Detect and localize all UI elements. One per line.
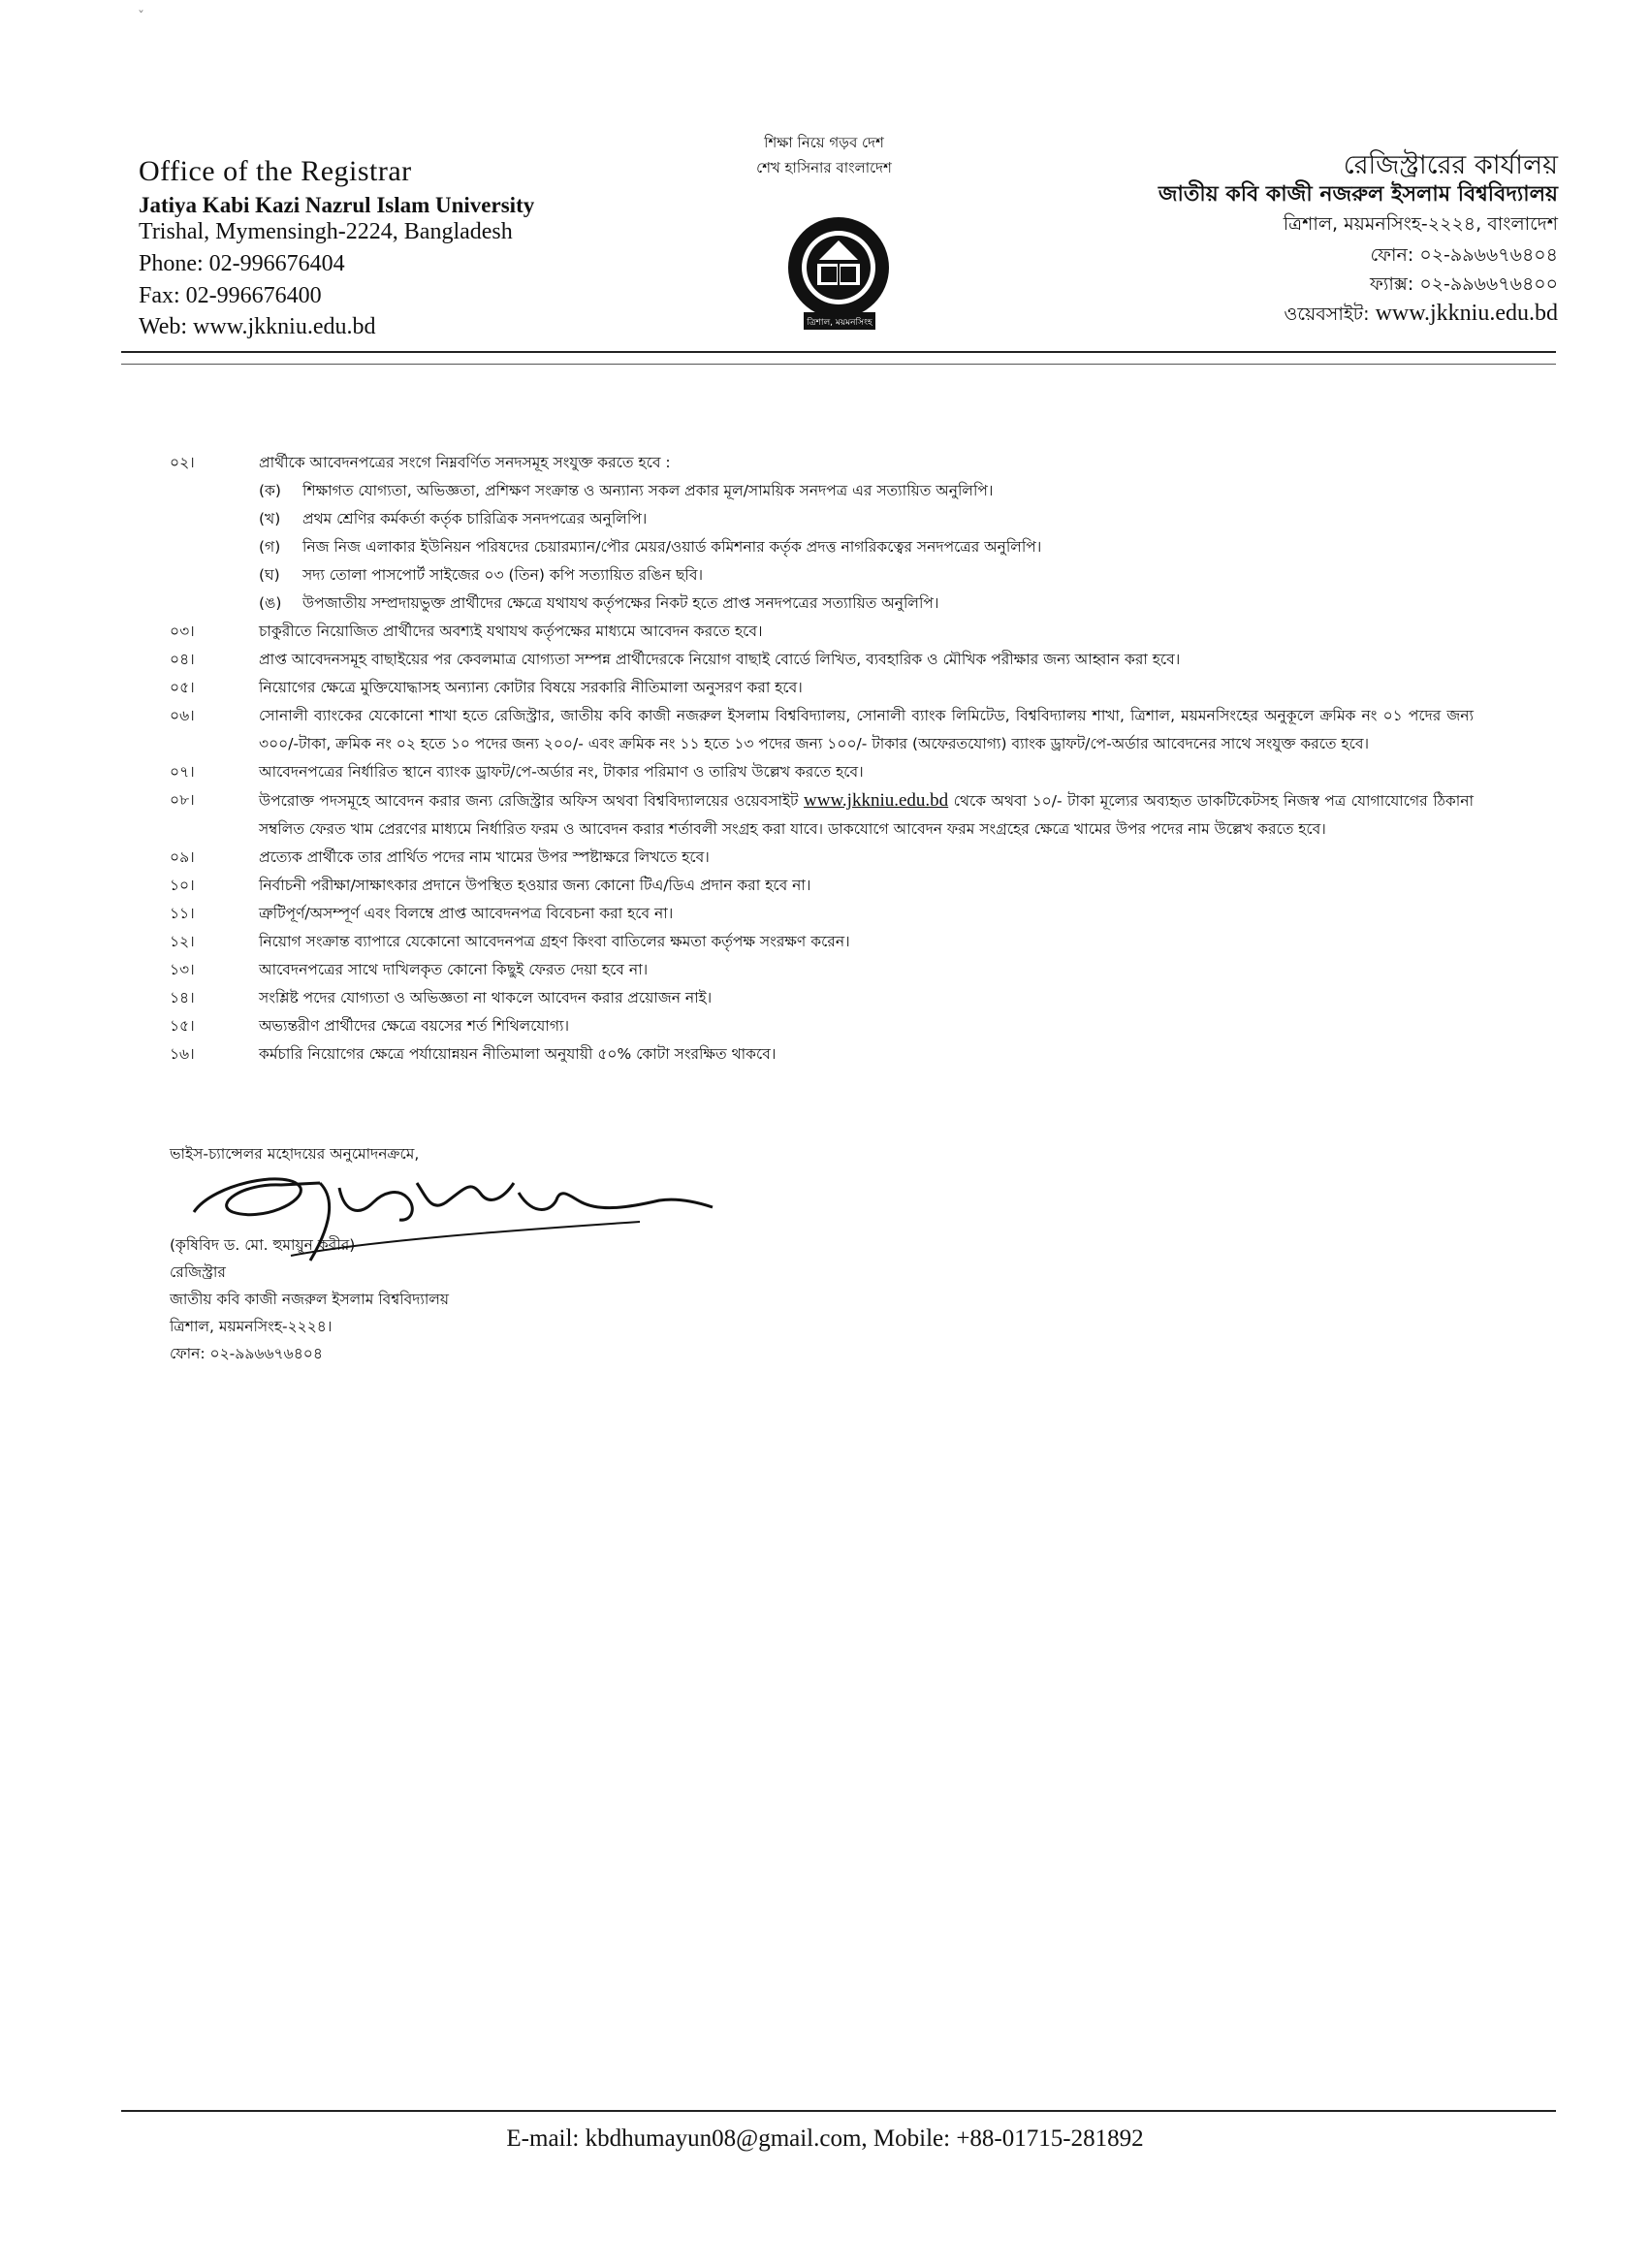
item-text: প্রাপ্ত আবেদনসমূহ বাছাইয়ের পর কেবলমাত্র যোগ্যতা সম্পন্ন প্রার্থীদেরকে নিয়োগ বাছাই বোর্ডে লিখিত, ব্যবহারিক ও মৌখিক পরীক্ষার জন্য আহ্বান করা হবে। bbox=[259, 651, 1181, 668]
phone-bn: ফোন: ০২-৯৯৬৬৭৬৪০৪ bbox=[1370, 244, 1558, 266]
item-text-part: থেকে অথবা ১০/- টাকা মূল্যের অব্যহৃত ডাকটিকেটসহ নিজস্ব পত্র যোগাযোগের ঠিকানা সম্বলিত ফেরত খাম প্রেরণের মাধ্যমে নির্ধারিত ফরম ও আবেদন করার শর্তাবলী সংগ্রহ করা যাবে। ডাকযোগে আবেদন ফরম সংগ্রহের ক্ষেত্রে খামের উপর পদের নাম উল্লেখ করতে হবে। bbox=[259, 792, 1474, 838]
item-number: ০৭। bbox=[170, 763, 195, 781]
item-text: ত্রুটিপূর্ণ/অসম্পূর্ণ এবং বিলম্বে প্রাপ্ত আবেদনপত্র বিবেচনা করা হবে না। bbox=[259, 905, 674, 922]
sub-item-number: (খ) bbox=[259, 510, 281, 527]
list-item bbox=[170, 900, 1474, 928]
sub-item-text: সদ্য তোলা পাসপোর্ট সাইজের ০৩ (তিন) কপি সত্যায়িত রঙিন ছবি। bbox=[302, 566, 704, 584]
list-item bbox=[170, 956, 1474, 984]
item-text: নির্বাচনী পরীক্ষা/সাক্ষাৎকার প্রদানে উপস্থিত হওয়ার জন্য কোনো টিএ/ডিএ প্রদান করা হবে না। bbox=[259, 877, 811, 894]
footer-divider bbox=[121, 2110, 1556, 2112]
address-en: Trishal, Mymensingh-2224, Bangladesh bbox=[139, 219, 513, 244]
sub-item-text: শিক্ষাগত যোগ্যতা, অভিজ্ঞতা, প্রশিক্ষণ সংক্রান্ত ও অন্যান্য সকল প্রকার মূল/সাময়িক সনদপত্র এর সত্যায়িত অনুলিপি। bbox=[302, 482, 994, 499]
item-text: চাকুরীতে নিয়োজিত প্রার্থীদের অবশ্যই যথাযথ কর্তৃপক্ষের মাধ্যমে আবেদন করতে হবে। bbox=[259, 623, 763, 640]
item-number: ০৯। bbox=[170, 848, 195, 866]
list-item bbox=[170, 646, 1474, 674]
item-text: নিয়োগ সংক্রান্ত ব্যাপারে যেকোনো আবেদনপত্র গ্রহণ কিংবা বাতিলের ক্ষমতা কর্তৃপক্ষ সংরক্ষণ করেন। bbox=[259, 933, 850, 950]
slogan-line-2: শেখ হাসিনার বাংলাদেশ bbox=[756, 159, 892, 176]
office-title-en: Office of the Registrar bbox=[139, 155, 412, 187]
slogan-line-1: শিক্ষা নিয়ে গড়ব দেশ bbox=[764, 134, 884, 151]
item-number: ০৩। bbox=[170, 623, 195, 640]
signatory-address: ত্রিশাল, ময়মনসিংহ-২২২৪। bbox=[170, 1318, 333, 1335]
item-text: প্রার্থীকে আবেদনপত্রের সংগে নিম্নবর্ণিত সনদসমূহ সংযুক্ত করতে হবে : bbox=[259, 454, 671, 471]
fax-en: Fax: 02-996676400 bbox=[139, 283, 322, 308]
fax-bn: ফ্যাক্স: ০২-৯৯৬৬৭৬৪০০ bbox=[1370, 273, 1558, 295]
item-number: ০৮। bbox=[170, 791, 195, 809]
item-text: আবেদনপত্রের নির্ধারিত স্থানে ব্যাংক ড্রাফট/পে-অর্ডার নং, টাকার পরিমাণ ও তারিখ উল্লেখ করতে হবে। bbox=[259, 763, 864, 781]
list-item bbox=[170, 449, 1474, 477]
list-item bbox=[170, 872, 1474, 900]
list-item bbox=[170, 674, 1474, 702]
web-bn bbox=[1284, 301, 1558, 332]
list-item bbox=[170, 618, 1474, 646]
item-number: ১১। bbox=[170, 905, 195, 922]
item-text-part: উপরোক্ত পদসমূহে আবেদন করার জন্য রেজিস্ট্রার অফিস অথবা বিশ্ববিদ্যালয়ের ওয়েবসাইট bbox=[259, 792, 804, 810]
conditions-list bbox=[170, 449, 1474, 1069]
item-number: ০৪। bbox=[170, 651, 195, 668]
signatory-designation: রেজিস্ট্রার bbox=[170, 1263, 226, 1281]
university-logo bbox=[778, 211, 904, 337]
university-name-en: Jatiya Kabi Kazi Nazrul Islam University bbox=[139, 193, 535, 217]
header-divider bbox=[121, 351, 1556, 353]
item-number: ০৫। bbox=[170, 679, 195, 696]
signatory-name: (কৃষিবিদ ড. মো. হুমায়ুন কবীর) bbox=[170, 1236, 356, 1254]
web-en: Web: www.jkkniu.edu.bd bbox=[139, 314, 376, 339]
signatory-phone: ফোন: ০২-৯৯৬৬৭৬৪০৪ bbox=[170, 1345, 323, 1362]
list-item bbox=[170, 758, 1474, 786]
item-text: সংশ্লিষ্ট পদের যোগ্যতা ও অভিজ্ঞতা না থাকলে আবেদন করার প্রয়োজন নাই। bbox=[259, 989, 713, 1006]
sub-item-number: (ঘ) bbox=[259, 566, 280, 584]
item-number: ১৫। bbox=[170, 1017, 195, 1035]
sub-item bbox=[170, 533, 1474, 561]
list-item bbox=[170, 984, 1474, 1012]
sub-item bbox=[170, 561, 1474, 590]
item-text: কর্মচারি নিয়োগের ক্ষেত্রে পর্যায়োন্নয়ন নীতিমালা অনুযায়ী ৫০% কোটা সংরক্ষিত থাকবে। bbox=[259, 1045, 777, 1063]
list-item bbox=[170, 844, 1474, 872]
sub-item-text: প্রথম শ্রেণির কর্মকর্তা কর্তৃক চারিত্রিক সনদপত্রের অনুলিপি। bbox=[302, 510, 648, 527]
address-bn: ত্রিশাল, ময়মনসিংহ-২২২৪, বাংলাদেশ bbox=[1283, 213, 1558, 235]
footer-contact: E-mail: kbdhumayun08@gmail.com, Mobile: +88-01715-281892 bbox=[506, 2125, 1144, 2152]
list-item bbox=[170, 702, 1474, 758]
university-name-bn: জাতীয় কবি কাজী নজরুল ইসলাম বিশ্ববিদ্যালয় bbox=[1158, 182, 1558, 207]
web-url-bn: www.jkkniu.edu.bd bbox=[1375, 301, 1558, 326]
item-number: ০২। bbox=[170, 454, 195, 471]
list-item bbox=[170, 928, 1474, 956]
item-number: ১৪। bbox=[170, 989, 195, 1006]
signatory-university: জাতীয় কবি কাজী নজরুল ইসলাম বিশ্ববিদ্যালয় bbox=[170, 1291, 450, 1308]
web-label-bn: ওয়েবসাইট: bbox=[1284, 303, 1370, 325]
sub-item bbox=[170, 590, 1474, 618]
university-seal-icon bbox=[778, 211, 904, 337]
header-divider-thin bbox=[121, 364, 1556, 365]
item-text: অভ্যন্তরীণ প্রার্থীদের ক্ষেত্রে বয়সের শর্ত শিথিলযোগ্য। bbox=[259, 1017, 570, 1035]
website-link[interactable]: www.jkkniu.edu.bd bbox=[804, 790, 949, 811]
phone-en: Phone: 02-996676404 bbox=[139, 251, 345, 276]
list-item bbox=[170, 1040, 1474, 1069]
sub-item-number: (ক) bbox=[259, 482, 281, 499]
list-item bbox=[170, 786, 1474, 844]
item-number: ০৬। bbox=[170, 707, 195, 724]
sub-item-text: উপজাতীয় সম্প্রদায়ভুক্ত প্রার্থীদের ক্ষেত্রে যথাযথ কর্তৃপক্ষের নিকট হতে প্রাপ্ত সনদপত্রের সত্যায়িত অনুলিপি। bbox=[302, 594, 939, 612]
item-number: ১০। bbox=[170, 877, 195, 894]
sub-item bbox=[170, 477, 1474, 505]
signatory-details bbox=[170, 1231, 449, 1367]
logo-caption: ত্রিশাল, ময়মনসিংহ bbox=[807, 318, 873, 328]
scan-mark: ˇ bbox=[138, 10, 144, 25]
office-title-bn: রেজিস্ট্রারের কার্যালয় bbox=[1343, 150, 1558, 180]
sub-item-number: (ঙ) bbox=[259, 594, 282, 612]
approval-line: ভাইস-চ্যান্সেলর মহোদয়ের অনুমোদনক্রমে, bbox=[170, 1145, 420, 1163]
sub-item-number: (গ) bbox=[259, 538, 281, 556]
sub-item bbox=[170, 505, 1474, 533]
item-text: আবেদনপত্রের সাথে দাখিলকৃত কোনো কিছুই ফেরত দেয়া হবে না। bbox=[259, 961, 649, 978]
sub-item-text: নিজ নিজ এলাকার ইউনিয়ন পরিষদের চেয়ারম্যান/পৌর মেয়র/ওয়ার্ড কমিশনার কর্তৃক প্রদত্ত নাগরিকত্বের সনদপত্রের অনুলিপি। bbox=[302, 538, 1042, 556]
list-item bbox=[170, 1012, 1474, 1040]
item-number: ১৬। bbox=[170, 1045, 195, 1063]
item-number: ১৩। bbox=[170, 961, 195, 978]
item-text: প্রত্যেক প্রার্থীকে তার প্রার্থিত পদের নাম খামের উপর স্পষ্টাক্ষরে লিখতে হবে। bbox=[259, 848, 710, 866]
item-text: সোনালী ব্যাংকের যেকোনো শাখা হতে রেজিস্ট্রার, জাতীয় কবি কাজী নজরুল ইসলাম বিশ্ববিদ্যালয়, সোনালী ব্যাংক লিমিটেড, বিশ্ববিদ্যালয় শাখা, ত্রিশাল, ময়মনসিংহের অনুকূলে ক্রমিক নং ০১ পদের জন্য ৩০০/-টাকা, ক্রমিক নং ০২ হতে ১০ পদের জন্য ২০০/- এবং ক্রমিক নং ১১ হতে ১৩ পদের জন্য ১০০/- টাকার (অফেরতযোগ্য) ব্যাংক ড্রাফট/পে-অর্ডার আবেদনের সাথে সংযুক্ত করতে হবে। bbox=[259, 707, 1474, 752]
item-number: ১২। bbox=[170, 933, 195, 950]
item-text: নিয়োগের ক্ষেত্রে মুক্তিযোদ্ধাসহ অন্যান্য কোটার বিষয়ে সরকারি নীতিমালা অনুসরণ করা হবে। bbox=[259, 679, 803, 696]
item-text bbox=[259, 786, 1474, 844]
